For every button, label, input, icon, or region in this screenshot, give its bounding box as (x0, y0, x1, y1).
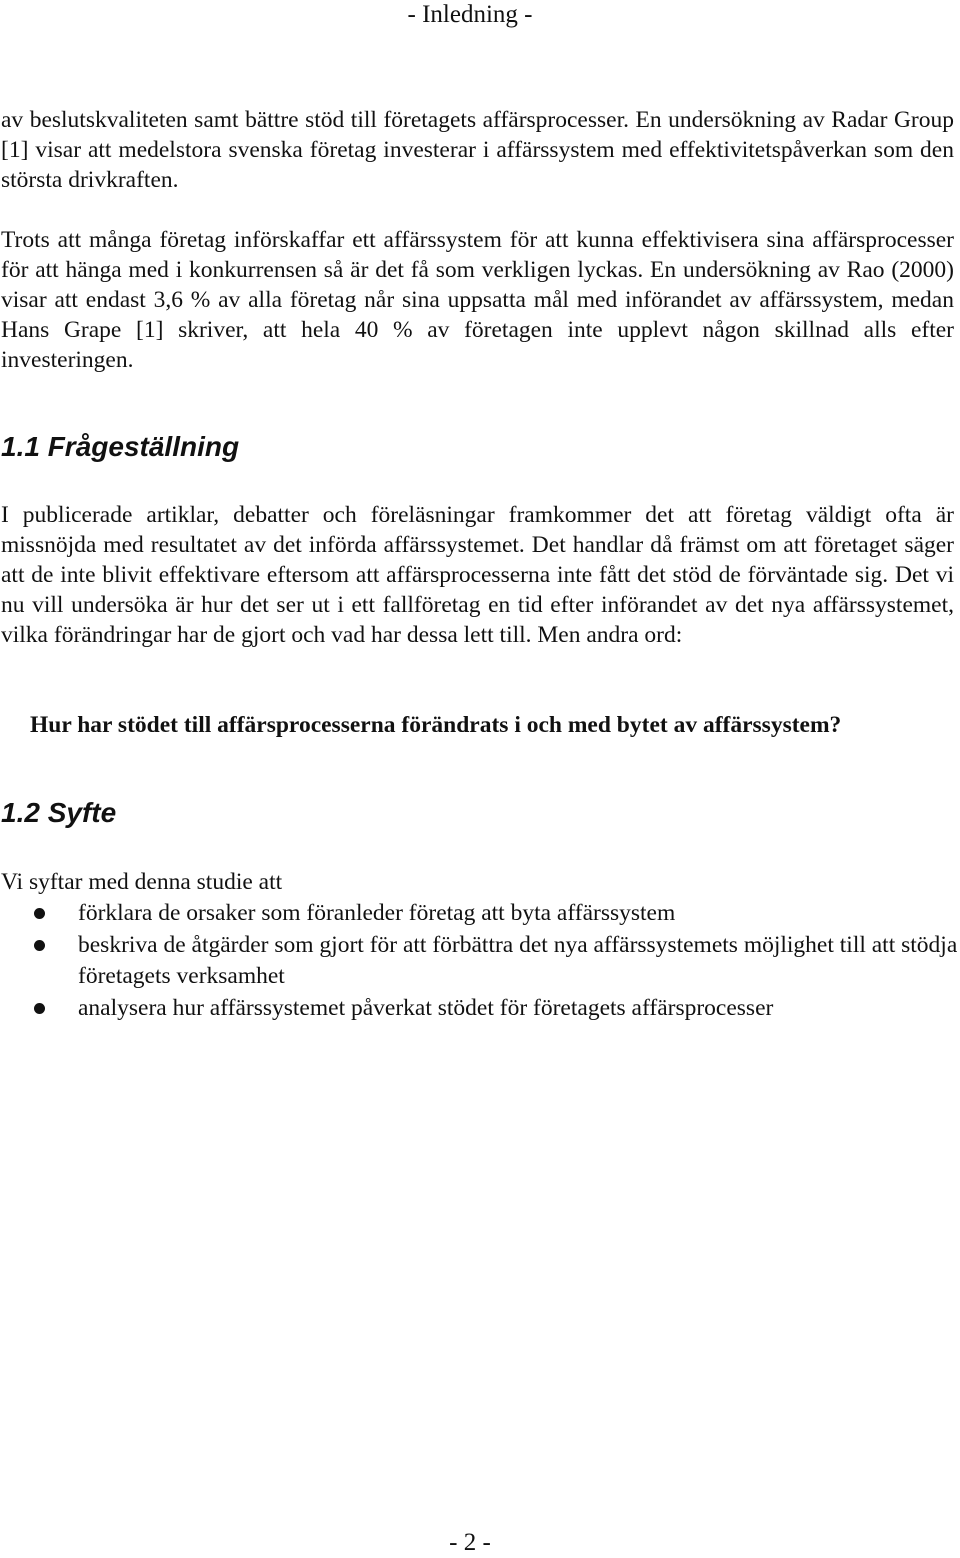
bullet-dot-icon (34, 908, 45, 919)
bullet-item (0, 930, 958, 992)
section-heading-fragestallning: 1.1 Frågeställning (1, 431, 240, 462)
bullet-dot-icon (34, 940, 45, 951)
bullet-text: beskriva de åtgärder som gjort för att förbättra det nya affärssystemets möjlighet till att stödja företagets verksamhet (78, 932, 958, 989)
paragraph-fragestallning: I publicerade artiklar, debatter och föreläsningar framkommer det att företag väldigt ofta är missnöjda med resultatet av det införda affärssystemet. Det handlar då främst om att företaget säger att de inte blivit effektivare eftersom att affärsprocesserna inte fått det stöd de förväntade sig. Det vi nu vill undersöka är hur det ser ut i ett fallföretag en tid efter införandet av det nya affärssystemet, vilka förändringar har de gjort och vad har dessa lett till. Men andra ord: (1, 502, 954, 648)
section-heading-syfte: 1.2 Syfte (1, 797, 117, 828)
bullet-text: förklara de orsaker som föranleder företag att byta affärssystem (78, 900, 676, 926)
paragraph-intro-continued: av beslutskvaliteten samt bättre stöd till företagets affärsprocesser. En undersökning av Radar Group [1] visar att medelstora svenska företag investerar i affärssystem med effektivitetspåverkan som den största drivkraften. (1, 107, 954, 193)
bullet-item (0, 993, 958, 1024)
bullet-item (0, 898, 958, 929)
syfte-intro: Vi syftar med denna studie att (1, 869, 283, 895)
bullet-text: analysera hur affärssystemet påverkat stödet för företagets affärsprocesser (78, 995, 774, 1021)
syfte-bullet-list (0, 898, 960, 1024)
running-header: - Inledning - (407, 1, 533, 28)
paragraph-implementation-success: Trots att många företag införskaffar ett affärssystem för att kunna effektivisera sina affärsprocesser för att hänga med i konkurrensen så är det få som verkligen lyckas. En undersökning av Rao (2000) visar att endast 3,6 % av alla företag når sina uppsatta mål med införandet av affärssystem, medan Hans Grape [1] skriver, att hela 40 % av företagen inte upplevt någon skillnad alls efter investeringen. (1, 227, 954, 373)
research-question: Hur har stödet till affärsprocesserna förändrats i och med bytet av affärssystem? (30, 712, 842, 738)
bullet-dot-icon (34, 1003, 45, 1014)
page-number: - 2 - (449, 1529, 491, 1556)
